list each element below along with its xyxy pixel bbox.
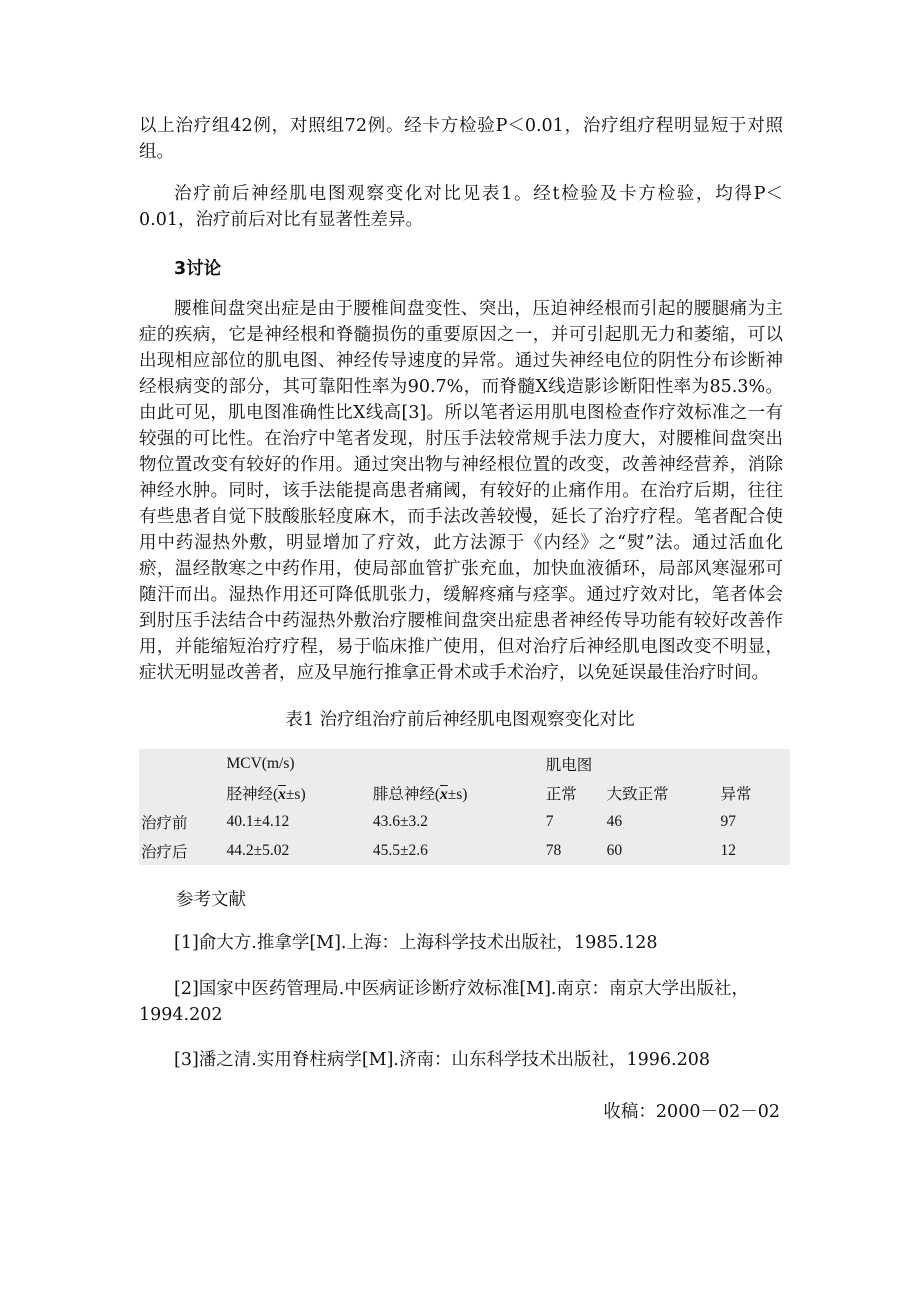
reference-item-2: [2]国家中医药管理局.中医病证诊断疗效标准[M].南京：南京大学出版社，1994.202 xyxy=(139,979,749,1025)
cell-normal: 7 xyxy=(545,812,554,830)
table-row xyxy=(139,836,790,865)
cell-tibial: 40.1±4.12 xyxy=(226,812,290,830)
section-heading-discussion: 3讨论 xyxy=(174,259,222,279)
paragraph-emg-comparison: 治疗前后神经肌电图观察变化对比见表1。经t检验及卡方检验，均得P＜0.01，治疗前后对比有显著性差异。 xyxy=(139,184,783,230)
header-peroneal-prefix: 腓总神经( xyxy=(372,785,440,803)
cell-abnormal: 12 xyxy=(720,841,737,859)
received-date: 收稿：2000－02－02 xyxy=(603,1102,780,1122)
cell-abnormal: 97 xyxy=(720,812,737,830)
header-emg: 肌电图 xyxy=(545,756,593,774)
header-tibial-prefix: 胫神经( xyxy=(226,785,279,803)
mean-symbol: $\overline{x}$ xyxy=(278,785,286,803)
cell-normal: 78 xyxy=(545,841,562,859)
cell-peroneal: 43.6±3.2 xyxy=(372,812,428,830)
header-abnormal: 异常 xyxy=(720,785,752,803)
table-corner-cell xyxy=(139,749,224,778)
header-tibial-nerve xyxy=(224,778,370,807)
paragraph-results-summary: 以上治疗组42例，对照组72例。经卡方检验P＜0.01，治疗组疗程明显短于对照组。 xyxy=(139,116,783,162)
cell-tibial: 44.2±5.02 xyxy=(226,841,290,859)
cell-peroneal: 45.5±2.6 xyxy=(372,841,428,859)
paragraph-discussion: 腰椎间盘突出症是由于腰椎间盘变性、突出，压迫神经根而引起的腰腿痛为主症的疾病，它是神经根和脊髓损伤的重要原因之一，并可引起肌无力和萎缩，可以出现相应部位的肌电图、神经传导速度的异常。通过失神经电位的阴性分布诊断神经根病变的部分，其可靠阳性率为90.7%，而脊髓X线造影诊断阳性率为85.3%。由此可见，肌电图准确性比X线高[3]。所以笔者运用肌电图检查作疗效标准之一有较强的可比性。在治疗中笔者发现，肘压手法较常规手法力度大，对腰椎间盘突出物位置改变有较好的作用。通过突出物与神经根位置的改变，改善神经营养，消除神经水肿。同时，该手法能提高患者痛阈，有较好的止痛作用。在治疗后期，往往有些患者自觉下肢酸胀轻度麻木，而手法改善较慢，延长了治疗疗程。笔者配合使用中药湿热外敷，明显增加了疗效，此方法源于《内经》之“熨”法。通过活血化瘀，温经散寒之中药作用，使局部血管扩张充血，加快血液循环，局部风寒湿邪可随汗而出。湿热作用还可降低肌张力，缓解疼痛与痉挛。通过疗效对比，笔者体会到肘压手法结合中药湿热外敷治疗腰椎间盘突出症患者神经传导功能有较好改善作用，并能缩短治疗疗程，易于临床推广使用，但对治疗后神经肌电图改变不明显，症状无明显改善者，应及早施行推拿正骨术或手术治疗，以免延误最佳治疗时间。 xyxy=(139,299,783,683)
row-label: 治疗后 xyxy=(141,843,188,861)
table-row xyxy=(139,807,790,836)
header-mostly-normal: 大致正常 xyxy=(606,785,669,803)
reference-item-3: [3]潘之清.实用脊柱病学[M].济南：山东科学技术出版社，1996.208 xyxy=(174,1050,710,1070)
table-header-row-columns xyxy=(139,778,790,807)
header-mcv: MCV(m/s) xyxy=(226,754,295,772)
reference-item-1: [1]俞大方.推拿学[M].上海：上海科学技术出版社，1985.128 xyxy=(174,933,658,953)
cell-mostly-normal: 60 xyxy=(606,841,623,859)
header-tibial-suffix: ±s) xyxy=(285,785,306,803)
emg-comparison-table xyxy=(139,749,790,865)
table-row-label-empty xyxy=(139,778,224,807)
table-caption: 表1 治疗组治疗前后神经肌电图观察变化对比 xyxy=(285,710,635,730)
cell-mostly-normal: 46 xyxy=(606,812,623,830)
header-normal: 正常 xyxy=(545,785,577,803)
references-title: 参考文献 xyxy=(176,890,246,910)
mean-symbol: $\overline{x}$ xyxy=(440,785,448,803)
header-peroneal-nerve xyxy=(371,778,544,807)
table-header-row-group xyxy=(139,749,790,778)
row-label: 治疗前 xyxy=(141,814,188,832)
header-peroneal-suffix: ±s) xyxy=(447,785,468,803)
